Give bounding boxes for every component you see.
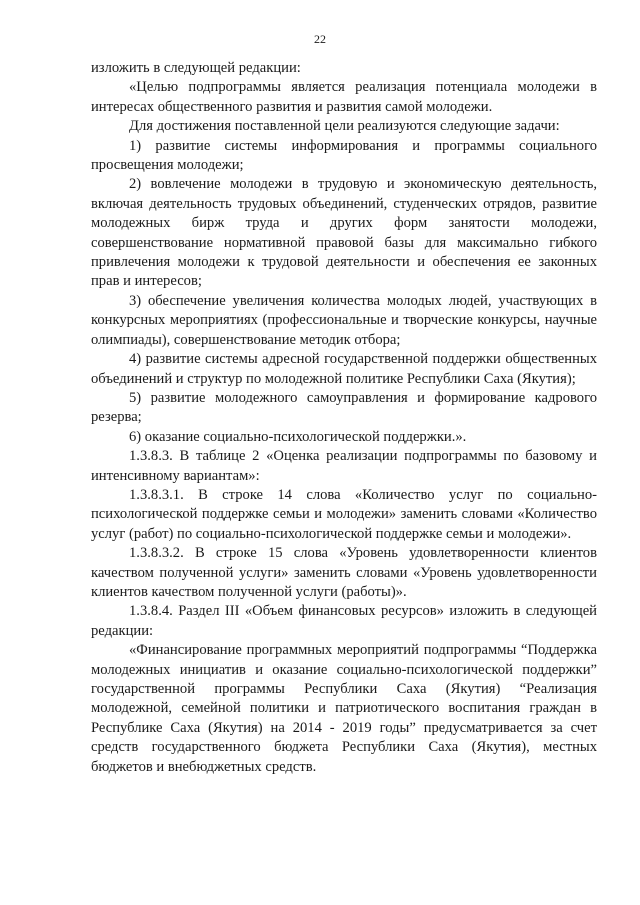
paragraph-1-3-8-3: 1.3.8.3. В таблице 2 «Оценка реализации подпрограммы по базовому и интенсивному вариантам»: <box>91 448 597 484</box>
page-number: 22 <box>314 32 326 46</box>
list-item-task-1: 1) развитие системы информирования и программы социального просвещения молодежи; <box>91 137 597 174</box>
document-body <box>91 59 597 777</box>
list-item-task-6: 6) оказание социально-психологической поддержки.». <box>129 428 467 445</box>
list-item-task-5: 5) развитие молодежного самоуправления и формирование кадрового резерва; <box>91 389 597 426</box>
paragraph-intro: изложить в следующей редакции: <box>91 60 301 76</box>
paragraph-1-3-8-4: 1.3.8.4. Раздел III «Объем финансовых ресурсов» изложить в следующей редакции: <box>91 603 597 639</box>
paragraph-tasks-heading: Для достижения поставленной цели реализуются следующие задачи: <box>129 118 560 135</box>
list-item-task-4: 4) развитие системы адресной государственной поддержки общественных объединений и структур по молодежной политике Республики Саха (Якутия); <box>91 351 597 387</box>
list-item-task-3: 3) обеспечение увеличения количества молодых людей, участвующих в конкурсных мероприятиях (профессиональные и творческие конкурсы, научные олимпиады), совершенствование методик отбора; <box>91 292 597 348</box>
paragraph-1-3-8-3-2: 1.3.8.3.2. В строке 15 слова «Уровень удовлетворенности клиентов качеством полученной услуги» заменить словами «Уровень удовлетворенности клиентов качеством полученной услуги (работы)». <box>91 545 597 600</box>
paragraph-1-3-8-3-1: 1.3.8.3.1. В строке 14 слова «Количество услуг по социально-психологической поддержке семьи и молодежи» заменить словами «Количество услуг (работ) по социально-психологической поддержке семьи и молодежи». <box>91 486 597 542</box>
paragraph-financing: «Финансирование программных мероприятий подпрограммы “Поддержка молодежных инициатив и оказание социально-психологической поддержки” государственной программы Республики Саха (Якутия) “Реализация молодежной, семейной политики и патриотического воспитания граждан в Республике Саха (Якутия) на 2014 - 2019 годы” предусматривается за счет средств государственного бюджета Республики Саха (Якутия), местных бюджетов и внебюджетных средств. <box>91 642 597 775</box>
list-item-task-2: 2) вовлечение молодежи в трудовую и экономическую деятельность, включая деятельность трудовых объединений, студенческих отрядов, развитие молодежных бирж труда и других форм занятости молодежи, совершенствование нормативной правовой базы для максимально гибкого привлечения молодежи к трудовой деятельности и обеспечения ее законных прав и интересов; <box>91 176 597 290</box>
paragraph-goal: «Целью подпрограммы является реализация потенциала молодежи в интересах общественного развития и развития самой молодежи. <box>91 79 597 115</box>
